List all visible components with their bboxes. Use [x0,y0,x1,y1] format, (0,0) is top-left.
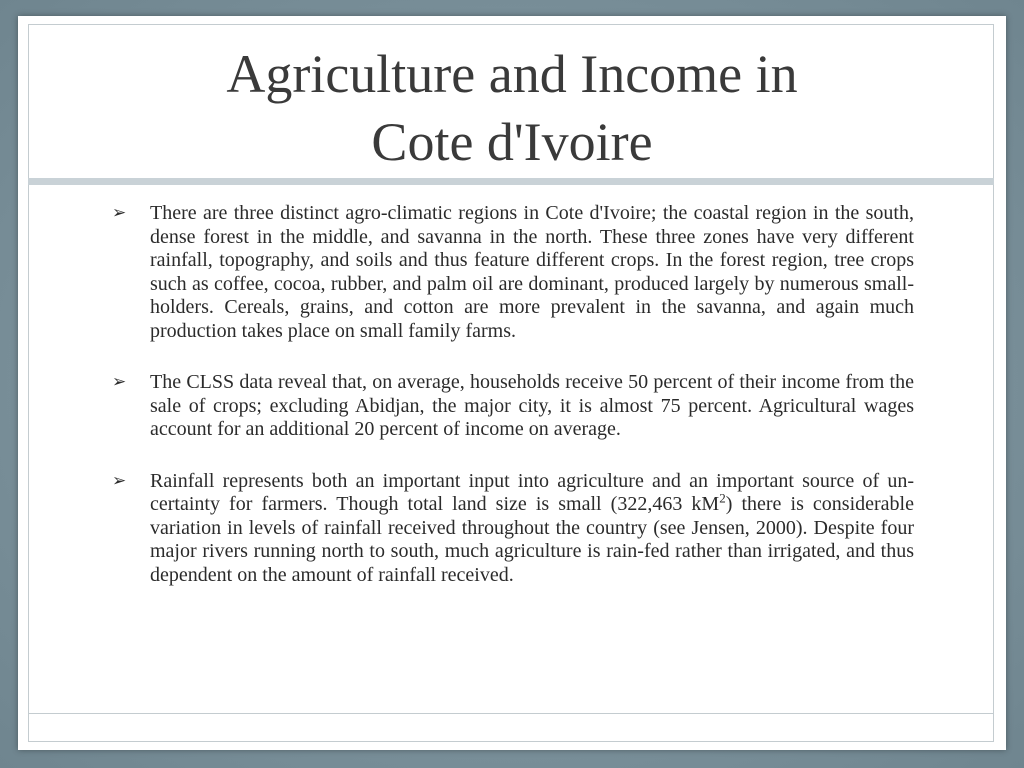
bullet-text-part1: Rainfall represents both an important input into agriculture and an important source of un-certainty for farmers. Though total land size is small (322,463 kM [150,469,914,515]
bullet-item-rainfall [110,470,914,588]
arrow-bullet-icon: ➢ [112,372,127,392]
bullet-text: The CLSS data reveal that, on average, households receive 50 percent of their income from the sale of crops; excluding Abidjan, the major city, it is almost 75 percent. Agricultural wages account for an additional 20 percent of income on average. [150,371,914,440]
superscript-2: 2 [719,490,726,506]
slide-body [110,202,914,615]
bullet-item-regions [110,202,914,343]
slide-title-line2: Cote d'Ivoire [371,112,653,172]
bullet-text: There are three distinct agro-climatic regions in Cote d'Ivoire; the coastal region in the south, dense forest in the middle, and savanna in the north. These three zones have very different rainfall, topography, and soils and thus feature different crops. In the forest region, tree crops such as coffee, cocoa, rubber, and palm oil are dominant, produced largely by numerous small-holders. Cereals, grains, and cotton are more prevalent in the savanna, and again much production takes place on small family farms. [150,202,914,342]
slide-title [18,40,1006,176]
arrow-bullet-icon: ➢ [112,470,127,491]
arrow-bullet-icon: ➢ [112,203,127,223]
slide-title-line1: Agriculture and Income in [226,44,798,104]
bullet-text-part2: ) there is considerable variation in levels of rainfall received throughout the country (see Jensen, 2000). Despite four major rivers running north to south, much agriculture is rain-fed rather than irrigated, and thus dependent on the amount of rainfall received. [150,493,914,586]
title-divider [28,178,994,185]
bullet-item-income [110,371,914,442]
slide [18,16,1006,750]
footer-divider [28,713,994,714]
